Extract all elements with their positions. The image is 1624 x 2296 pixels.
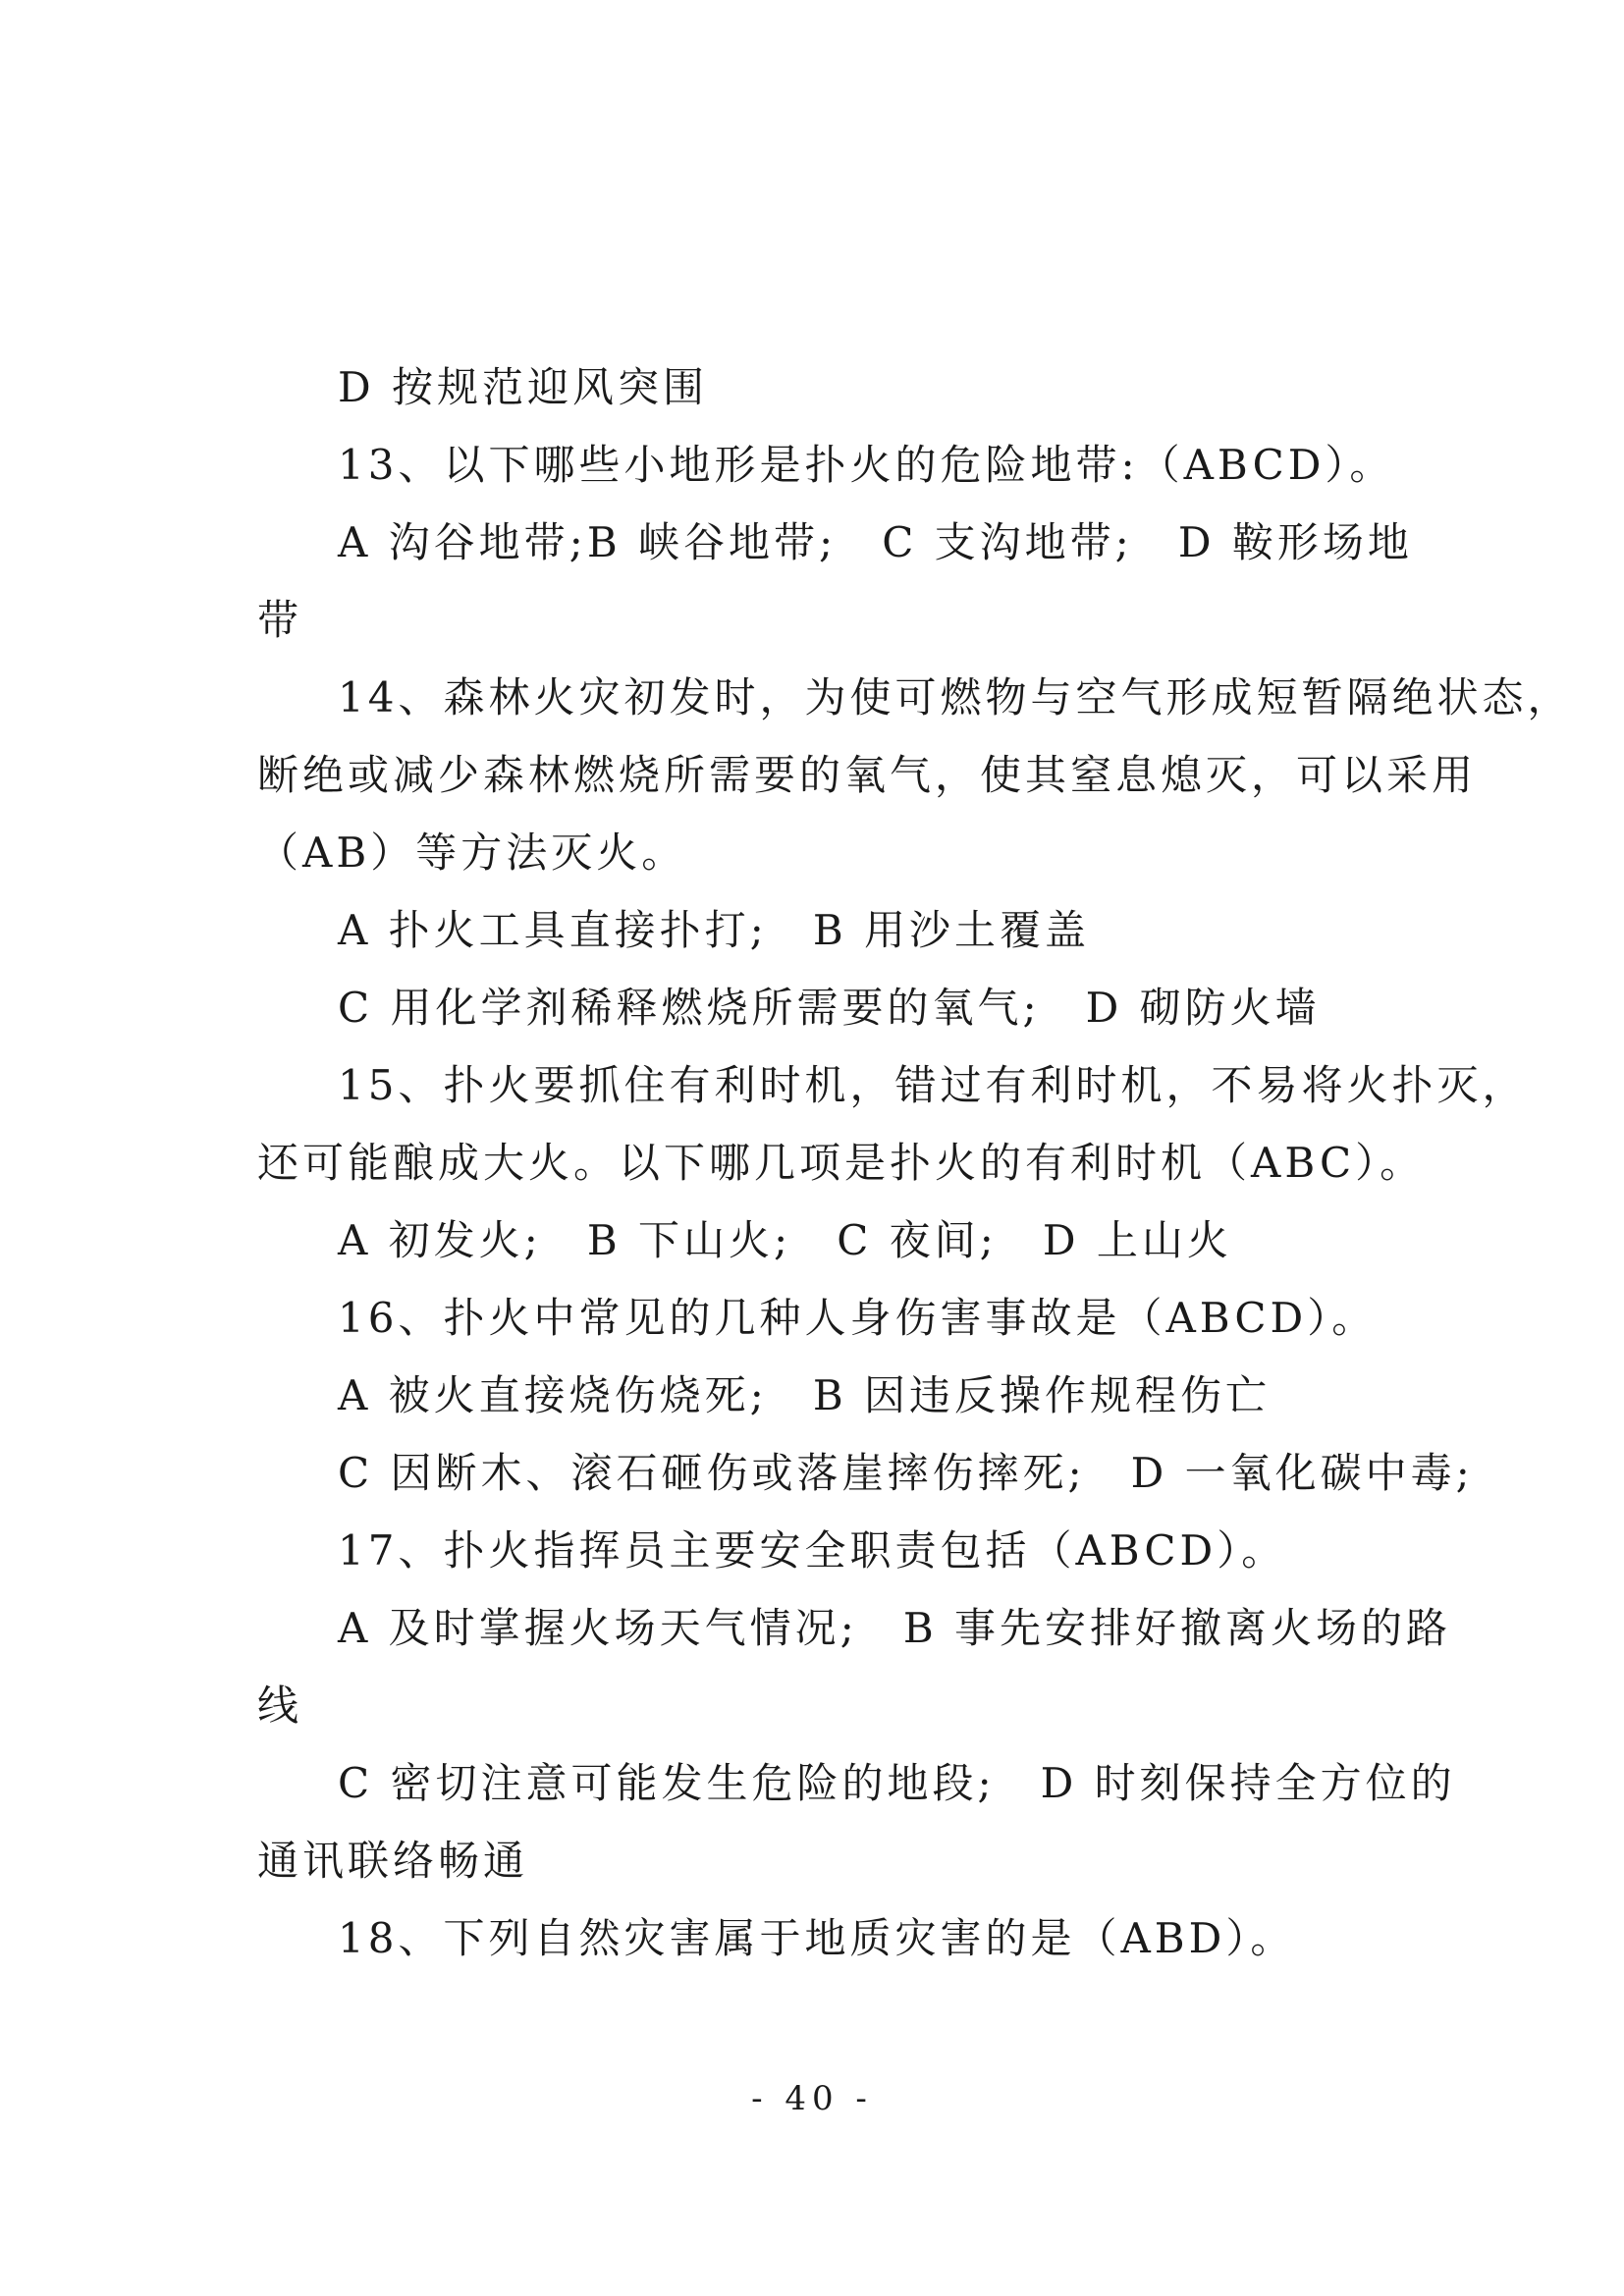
options-q17-line-2: 线 <box>257 1682 303 1730</box>
question-14-line-1: 14、森林火灾初发时，为使可燃物与空气形成短暂隔绝状态， <box>338 673 1573 721</box>
question-15-line-2: 还可能酿成大火。以下哪几项是扑火的有利时机（ABC）。 <box>257 1139 1426 1187</box>
question-13: 13、以下哪些小地形是扑火的危险地带:（ABCD）。 <box>338 441 1395 489</box>
options-q13-line-1: A 沟谷地带;B 峡谷地带; C 支沟地带; D 鞍形场地 <box>338 518 1413 566</box>
question-14-line-3: （AB）等方法灭火。 <box>257 828 687 877</box>
question-16: 16、扑火中常见的几种人身伤害事故是（ABCD）。 <box>338 1294 1378 1342</box>
page-number: - 40 - <box>751 2079 873 2118</box>
options-q17-line-4: 通讯联络畅通 <box>257 1837 529 1885</box>
options-q15: A 初发火; B 下山火; C 夜间; D 上山火 <box>338 1216 1232 1264</box>
question-17: 17、扑火指挥员主要安全职责包括（ABCD）。 <box>338 1526 1287 1575</box>
options-q14-line-1: A 扑火工具直接扑打; B 用沙土覆盖 <box>338 906 1091 954</box>
question-14-line-2: 断绝或减少森林燃烧所需要的氧气，使其窒息熄灭，可以采用 <box>257 751 1478 799</box>
options-q16-line-2: C 因断木、滚石砸伤或落崖摔伤摔死; D 一氧化碳中毒; <box>338 1449 1474 1497</box>
question-18: 18、下列自然灾害属于地质灾害的是（ABD）。 <box>338 1914 1296 1962</box>
options-q14-line-2: C 用化学剂稀释燃烧所需要的氧气; D 砌防火墙 <box>338 984 1321 1032</box>
options-q17-line-3: C 密切注意可能发生危险的地段; D 时刻保持全方位的 <box>338 1759 1456 1807</box>
options-q16-line-1: A 被火直接烧伤烧死; B 因违反操作规程伤亡 <box>338 1371 1272 1419</box>
options-q17-line-1: A 及时掌握火场天气情况; B 事先安排好撤离火场的路 <box>338 1604 1452 1652</box>
options-q13-line-2: 带 <box>257 596 303 644</box>
option-line-q12-d: D 按规范迎风突围 <box>338 363 709 411</box>
question-15-line-1: 15、扑火要抓住有利时机，错过有利时机，不易将火扑灭， <box>338 1061 1528 1109</box>
